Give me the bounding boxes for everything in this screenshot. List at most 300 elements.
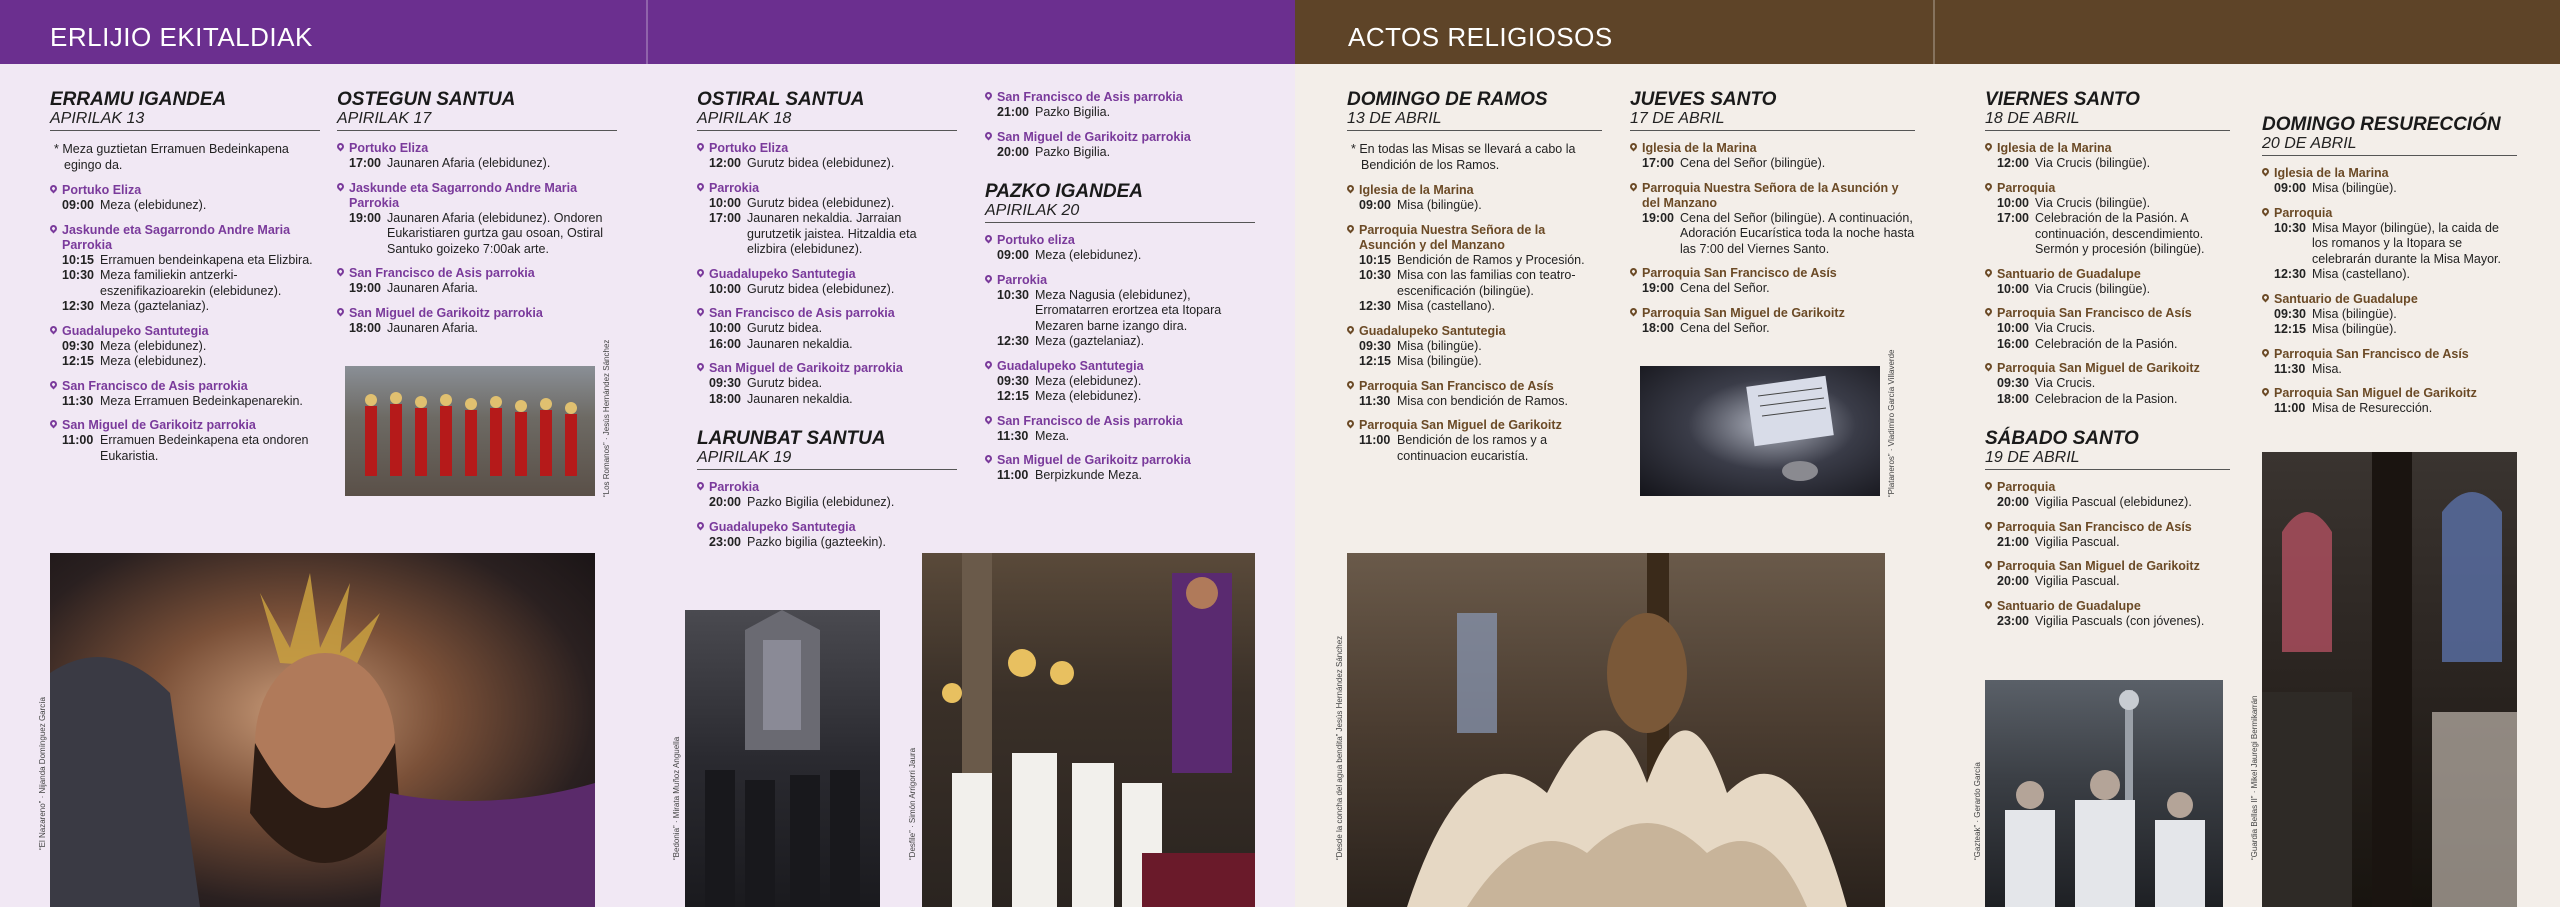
event-desc: Via Crucis (bilingüe). bbox=[2035, 281, 2151, 296]
day-date: APIRILAK 18 bbox=[697, 110, 957, 131]
event-row bbox=[697, 282, 957, 298]
event-row bbox=[1347, 253, 1602, 269]
venue-name: Santuario de Guadalupe bbox=[1985, 599, 2230, 614]
event-row bbox=[1630, 156, 1915, 172]
venue-name: Jaskunde eta Sagarrondo Andre Maria Parrokia bbox=[50, 223, 320, 253]
stained-glass-interior bbox=[2262, 452, 2517, 907]
photo-credit: “Desfile” · Simón Arrigorri Jaura bbox=[908, 747, 917, 860]
event-desc: Pazko Bigilia. bbox=[1035, 105, 1111, 119]
event-time: 12:00 bbox=[1997, 156, 2029, 170]
event-time: 21:00 bbox=[1997, 534, 2029, 549]
event-desc: Gurutz bidea (elebidunez). bbox=[747, 195, 895, 210]
day-date: APIRILAK 17 bbox=[337, 110, 617, 131]
event-desc: Meza (gaztelaniaz). bbox=[1035, 334, 1145, 348]
event-desc: Celebracion de la Pasion. bbox=[2035, 391, 2178, 406]
event-row bbox=[985, 145, 1255, 161]
event-time: 12:30 bbox=[997, 334, 1029, 348]
day-title: ERRAMU IGANDEA bbox=[50, 89, 227, 110]
day-date: APIRILAK 20 bbox=[985, 202, 1255, 223]
column bbox=[337, 90, 617, 336]
venue-name: Parroquia bbox=[1985, 480, 2230, 495]
event-time: 10:00 bbox=[1997, 321, 2029, 335]
day-date: 19 DE ABRIL bbox=[1985, 449, 2230, 470]
venue-name: Parrokia bbox=[985, 273, 1255, 288]
event-time: 09:00 bbox=[1359, 198, 1391, 212]
event-desc: Misa (castellano). bbox=[1397, 299, 1495, 313]
event-desc: Vigilia Pascual. bbox=[2035, 574, 2120, 588]
event-desc: Meza Erramuen Bedeinkapenarekin. bbox=[100, 393, 303, 408]
venue-name: Parroquia San Francisco de Asís bbox=[2262, 347, 2517, 362]
column bbox=[697, 90, 957, 550]
event-time: 12:30 bbox=[1359, 299, 1391, 313]
event-desc: Pazko Bigilia. bbox=[1035, 144, 1111, 159]
event-row bbox=[985, 105, 1255, 121]
event-row bbox=[1985, 495, 2230, 511]
event-time: 10:30 bbox=[62, 268, 94, 282]
event-desc: Jaunaren Afaria (elebidunez). Ondoren Eukaristiaren gurtza gau osoan, Ostiral Santuko goizeko 7:00ak arte. bbox=[387, 210, 604, 256]
guardia-photo bbox=[2262, 452, 2517, 907]
header-title: ERLIJIO EKITALDIAK bbox=[50, 22, 313, 52]
venue-name: San Miguel de Garikoitz parrokia bbox=[50, 418, 320, 433]
event-desc: Misa (bilingüe). bbox=[2312, 181, 2397, 195]
music-sheet bbox=[1640, 366, 1880, 496]
desfile-photo bbox=[922, 553, 1255, 907]
event-time: 09:00 bbox=[62, 198, 94, 212]
event-desc: Misa (bilingüe). bbox=[1397, 338, 1482, 353]
event-desc: Misa (bilingüe). bbox=[1397, 354, 1482, 368]
photo-credit: “Desde la concha del agua bendita” Jesús Hernández Sánchez bbox=[1335, 635, 1344, 860]
venue-name: San Francisco de Asis parrokia bbox=[50, 379, 320, 394]
event-desc: Via Crucis (bilingüe). bbox=[2035, 156, 2151, 170]
event-time: 21:00 bbox=[997, 105, 1029, 119]
event-desc: Berpizkunde Meza. bbox=[1035, 468, 1143, 482]
church-interior bbox=[685, 610, 880, 907]
event-time: 09:30 bbox=[1997, 376, 2029, 390]
venue-name: Parroquia San Francisco de Asís bbox=[1985, 520, 2230, 535]
event-time: 10:00 bbox=[709, 281, 741, 296]
venue-name: Guadalupeko Santutegia bbox=[697, 520, 957, 535]
event-row bbox=[337, 211, 617, 258]
event-time: 10:15 bbox=[62, 252, 94, 267]
event-time: 18:00 bbox=[1642, 320, 1674, 335]
header-title: ACTOS RELIGIOSOS bbox=[1348, 22, 1613, 52]
fold-line bbox=[646, 0, 648, 64]
column bbox=[1630, 90, 1915, 336]
venue-name: Parroquia San Francisco de Asís bbox=[1347, 379, 1602, 394]
event-desc: Gurutz bidea. bbox=[747, 376, 823, 390]
event-time: 18:00 bbox=[1997, 391, 2029, 406]
event-row bbox=[2262, 181, 2517, 197]
section-note bbox=[1347, 141, 1602, 173]
venue-name: Parroquia San Miguel de Garikoitz bbox=[1630, 306, 1915, 321]
event-row bbox=[2262, 362, 2517, 378]
event-time: 12:15 bbox=[1359, 354, 1391, 368]
venue-name: Parroquia San Francisco de Asís bbox=[1630, 266, 1915, 281]
bullet: * bbox=[54, 142, 63, 156]
venue-name: Parroquia Nuestra Señora de la Asunción y del Manzano bbox=[1630, 181, 1915, 211]
event-desc: Jaunaren nekaldia. bbox=[747, 336, 853, 351]
photo-credit: “Plataneros” · Vladimiro García Villaverde bbox=[1887, 349, 1896, 497]
event-row bbox=[697, 156, 957, 172]
column bbox=[2262, 115, 2517, 417]
day-title: JUEVES SANTO bbox=[1630, 89, 1777, 110]
event-row bbox=[50, 433, 320, 464]
venue-name: Parroquia San Miguel de Garikoitz bbox=[2262, 386, 2517, 401]
event-desc: Pazko Bigilia (elebidunez). bbox=[747, 495, 895, 509]
event-desc: Cena del Señor (bilingüe). A continuación, Adoración Eucarística toda la noche hasta las 7:00 del Viernes Santo. bbox=[1680, 210, 1915, 256]
venue-name: San Francisco de Asis parrokia bbox=[985, 414, 1255, 429]
procession-figures bbox=[345, 366, 595, 496]
event-time: 20:00 bbox=[997, 144, 1029, 159]
event-time: 17:00 bbox=[709, 211, 741, 225]
event-time: 10:00 bbox=[1997, 281, 2029, 296]
event-desc: Meza. bbox=[1035, 428, 1070, 443]
venue-name: Parroquia bbox=[2262, 206, 2517, 221]
youth-procession bbox=[1985, 680, 2223, 907]
event-row bbox=[697, 495, 957, 511]
event-row bbox=[985, 468, 1255, 484]
event-time: 09:30 bbox=[997, 373, 1029, 388]
event-row bbox=[2262, 221, 2517, 268]
day-date: 17 DE ABRIL bbox=[1630, 110, 1915, 131]
event-row bbox=[1347, 299, 1602, 315]
day-section bbox=[1985, 429, 2230, 629]
column bbox=[50, 90, 320, 464]
event-desc: Pazko bigilia (gazteekin). bbox=[747, 534, 886, 549]
venue-name: Iglesia de la Marina bbox=[1347, 183, 1602, 198]
venue-name: San Miguel de Garikoitz parrokia bbox=[337, 306, 617, 321]
event-desc: Meza (gaztelaniaz). bbox=[100, 299, 210, 313]
event-desc: Gurutz bidea (elebidunez). bbox=[747, 156, 895, 170]
concha-photo bbox=[1347, 553, 1885, 907]
event-time: 11:30 bbox=[1359, 393, 1391, 408]
photo-credit: “Los Romanos” · Jesús Hernández Sánchez bbox=[602, 339, 611, 497]
event-row bbox=[1985, 574, 2230, 590]
event-time: 11:30 bbox=[62, 393, 94, 408]
event-row bbox=[2262, 401, 2517, 417]
event-desc: Misa con las familias con teatro-escenificación (bilingüe). bbox=[1397, 268, 1576, 298]
venue-name: Guadalupeko Santutegia bbox=[1347, 324, 1602, 339]
venue-name: San Miguel de Garikoitz parrokia bbox=[697, 361, 957, 376]
event-row bbox=[985, 248, 1255, 264]
event-time: 12:15 bbox=[2274, 322, 2306, 336]
event-time: 11:30 bbox=[2274, 361, 2306, 376]
event-desc: Via Crucis. bbox=[2035, 321, 2096, 335]
event-row bbox=[1347, 433, 1602, 464]
event-desc: Via Crucis (bilingüe). bbox=[2035, 195, 2151, 210]
event-desc: Misa con bendición de Ramos. bbox=[1397, 393, 1568, 408]
event-time: 09:30 bbox=[709, 376, 741, 390]
event-row bbox=[50, 354, 320, 370]
event-time: 09:00 bbox=[997, 248, 1029, 262]
event-desc: Gurutz bidea. bbox=[747, 321, 823, 335]
event-desc: Erramuen bendeinkapena eta Elizbira. bbox=[100, 252, 313, 267]
column bbox=[1985, 90, 2230, 629]
venue-name: Parroquia San Miguel de Garikoitz bbox=[1985, 559, 2230, 574]
event-desc: Jaunaren nekaldia. Jarraian gurutzetik jaistea. Hitzaldia eta elizbira (elebidunez). bbox=[747, 211, 917, 256]
romans-procession-photo bbox=[345, 366, 595, 496]
event-desc: Celebración de la Pasión. A continuación, descendimiento. Sermón y procesión (bilingüe). bbox=[2035, 211, 2205, 256]
event-time: 09:00 bbox=[2274, 181, 2306, 195]
event-desc: Cena del Señor (bilingüe). bbox=[1680, 156, 1826, 170]
bedonia-photo bbox=[685, 610, 880, 907]
nazareno-figure bbox=[50, 553, 595, 907]
event-desc: Meza (elebidunez). bbox=[1035, 373, 1142, 388]
event-row bbox=[697, 535, 957, 551]
event-row bbox=[697, 376, 957, 392]
event-time: 11:00 bbox=[2274, 401, 2306, 415]
day-section bbox=[697, 429, 957, 550]
event-desc: Meza (elebidunez). bbox=[1035, 389, 1142, 403]
event-row bbox=[697, 196, 957, 212]
event-time: 20:00 bbox=[1997, 574, 2029, 588]
event-desc: Meza Nagusia (elebidunez), Erromatarren erortzea eta Itopara Mezaren barne izango dira. bbox=[1035, 287, 1222, 333]
event-time: 17:00 bbox=[349, 156, 381, 170]
event-time: 10:30 bbox=[2274, 220, 2306, 235]
event-row bbox=[50, 253, 320, 269]
event-row bbox=[1985, 156, 2230, 172]
venue-name: Jaskunde eta Sagarrondo Andre Maria Parrokia bbox=[337, 181, 617, 211]
day-section bbox=[1347, 90, 1602, 464]
event-time: 12:15 bbox=[997, 389, 1029, 403]
event-row bbox=[2262, 267, 2517, 283]
event-time: 16:00 bbox=[709, 336, 741, 351]
day-title: PAZKO IGANDEA bbox=[985, 181, 1143, 202]
event-time: 10:00 bbox=[709, 321, 741, 335]
venue-name: Santuario de Guadalupe bbox=[1985, 267, 2230, 282]
day-section bbox=[1630, 90, 1915, 336]
event-desc: Misa (bilingüe). bbox=[2312, 306, 2397, 321]
venue-name: Parroquia San Miguel de Garikoitz bbox=[1985, 361, 2230, 376]
event-time: 11:30 bbox=[997, 428, 1029, 443]
event-desc: Gurutz bidea (elebidunez). bbox=[747, 281, 895, 296]
event-row bbox=[50, 198, 320, 214]
event-time: 20:00 bbox=[709, 495, 741, 509]
note-text: En todas las Misas se llevará a cabo la Bendición de los Ramos. bbox=[1359, 142, 1576, 172]
venue-name: Parrokia bbox=[697, 181, 957, 196]
plataneros-photo bbox=[1640, 366, 1880, 496]
event-time: 19:00 bbox=[1642, 281, 1674, 295]
event-row bbox=[1985, 337, 2230, 353]
event-desc: Misa Mayor (bilingüe), la caida de los romanos y la Itopara se celebrarán durante la Misa Mayor. bbox=[2312, 220, 2501, 266]
event-desc: Meza (elebidunez). bbox=[100, 354, 207, 368]
event-desc: Misa (castellano). bbox=[2312, 267, 2410, 281]
bullet: * bbox=[1351, 142, 1360, 156]
event-row bbox=[985, 429, 1255, 445]
photo-credit: “Gazteak” · Gerardo García bbox=[1973, 762, 1982, 860]
day-date: 13 DE ABRIL bbox=[1347, 110, 1602, 131]
event-row bbox=[985, 288, 1255, 335]
event-row bbox=[985, 389, 1255, 405]
spanish-panel bbox=[1295, 0, 2560, 907]
event-time: 19:00 bbox=[349, 281, 381, 295]
event-row bbox=[1985, 614, 2230, 630]
event-row bbox=[1630, 321, 1915, 337]
event-desc: Cena del Señor. bbox=[1680, 281, 1770, 295]
day-title: SÁBADO SANTO bbox=[1985, 428, 2139, 449]
event-row bbox=[337, 321, 617, 337]
event-row bbox=[1985, 321, 2230, 337]
day-section bbox=[985, 182, 1255, 484]
day-title: OSTIRAL SANTUA bbox=[697, 89, 865, 110]
event-time: 11:00 bbox=[62, 433, 94, 447]
event-desc: Jaunaren Afaria. bbox=[387, 320, 479, 335]
event-desc: Bendición de Ramos y Procesión. bbox=[1397, 252, 1585, 267]
day-section bbox=[697, 90, 957, 407]
event-time: 12:30 bbox=[62, 299, 94, 313]
venue-name: Guadalupeko Santutegia bbox=[697, 267, 957, 282]
venue-name: San Francisco de Asis parrokia bbox=[337, 266, 617, 281]
event-time: 09:30 bbox=[1359, 338, 1391, 353]
event-desc: Bendición de los ramos y a continuacion eucaristía. bbox=[1397, 433, 1548, 463]
section-note bbox=[50, 141, 320, 173]
venue-name: Portuko Eliza bbox=[337, 141, 617, 156]
event-time: 10:30 bbox=[997, 287, 1029, 302]
event-desc: Meza (elebidunez). bbox=[1035, 248, 1142, 262]
event-row bbox=[1985, 376, 2230, 392]
event-row bbox=[1985, 196, 2230, 212]
fold-line bbox=[1933, 0, 1935, 64]
event-row bbox=[697, 321, 957, 337]
event-time: 20:00 bbox=[1997, 495, 2029, 509]
day-title: LARUNBAT SANTUA bbox=[697, 428, 886, 449]
shell-crucifix bbox=[1347, 553, 1885, 907]
event-row bbox=[50, 268, 320, 299]
event-time: 23:00 bbox=[709, 534, 741, 549]
event-time: 18:00 bbox=[349, 320, 381, 335]
venue-name: Parrokia bbox=[697, 480, 957, 495]
venue-name: Parroquia San Miguel de Garikoitz bbox=[1347, 418, 1602, 433]
event-desc: Misa (bilingüe). bbox=[1397, 198, 1482, 212]
venue-name: Santuario de Guadalupe bbox=[2262, 292, 2517, 307]
venue-name: Portuko Eliza bbox=[697, 141, 957, 156]
event-row bbox=[697, 211, 957, 258]
event-time: 19:00 bbox=[1642, 210, 1674, 225]
day-section bbox=[50, 90, 320, 464]
day-section bbox=[985, 90, 1255, 160]
event-row bbox=[1347, 339, 1602, 355]
event-time: 12:30 bbox=[2274, 267, 2306, 281]
event-desc: Vigilia Pascual (elebidunez). bbox=[2035, 495, 2192, 509]
event-time: 12:15 bbox=[62, 354, 94, 368]
photo-credit: “Bedonia” · Mirata Muñoz Anguella bbox=[672, 736, 681, 860]
event-time: 19:00 bbox=[349, 210, 381, 225]
event-time: 18:00 bbox=[709, 391, 741, 406]
event-row bbox=[1985, 211, 2230, 258]
venue-name: San Miguel de Garikoitz parrokia bbox=[985, 453, 1255, 468]
venue-name: Parroquia San Francisco de Asís bbox=[1985, 306, 2230, 321]
event-row bbox=[1347, 394, 1602, 410]
event-row bbox=[1347, 268, 1602, 299]
event-row bbox=[50, 299, 320, 315]
day-date: 20 DE ABRIL bbox=[2262, 135, 2517, 156]
event-time: 16:00 bbox=[1997, 336, 2029, 351]
event-row bbox=[985, 374, 1255, 390]
event-row bbox=[2262, 322, 2517, 338]
photo-credit: “El Nazareno” · Nijanda Domínguez García bbox=[38, 697, 47, 850]
event-time: 10:30 bbox=[1359, 268, 1391, 282]
venue-name: Parroquia Nuestra Señora de la Asunción y del Manzano bbox=[1347, 223, 1602, 253]
event-row bbox=[1985, 282, 2230, 298]
event-time: 10:00 bbox=[1997, 195, 2029, 210]
venue-name: Guadalupeko Santutegia bbox=[985, 359, 1255, 374]
event-row bbox=[50, 339, 320, 355]
event-row bbox=[1985, 392, 2230, 408]
day-date: 18 DE ABRIL bbox=[1985, 110, 2230, 131]
event-row bbox=[1630, 281, 1915, 297]
note-text: Meza guztietan Erramuen Bedeinkapena egingo da. bbox=[62, 142, 289, 172]
day-title: DOMINGO DE RAMOS bbox=[1347, 89, 1548, 110]
event-desc: Jaunaren Afaria (elebidunez). bbox=[387, 156, 551, 170]
event-desc: Misa. bbox=[2312, 361, 2342, 376]
event-time: 09:30 bbox=[62, 338, 94, 353]
event-row bbox=[1630, 211, 1915, 258]
event-desc: Erramuen Bedeinkapena eta ondoren Eukaristia. bbox=[100, 433, 309, 463]
event-time: 10:00 bbox=[709, 195, 741, 210]
day-date: APIRILAK 13 bbox=[50, 110, 320, 131]
venue-name: Iglesia de la Marina bbox=[1630, 141, 1915, 156]
event-desc: Meza (elebidunez). bbox=[100, 198, 207, 212]
day-title: DOMINGO RESURECCIÓN bbox=[2262, 114, 2501, 135]
event-desc: Via Crucis. bbox=[2035, 376, 2096, 390]
event-desc: Misa (bilingüe). bbox=[2312, 322, 2397, 336]
day-date: APIRILAK 19 bbox=[697, 449, 957, 470]
event-desc: Vigilia Pascual. bbox=[2035, 534, 2120, 549]
column bbox=[985, 90, 1255, 484]
venue-name: Portuko eliza bbox=[985, 233, 1255, 248]
event-time: 17:00 bbox=[1642, 156, 1674, 170]
venue-name: Iglesia de la Marina bbox=[1985, 141, 2230, 156]
event-desc: Meza (elebidunez). bbox=[100, 338, 207, 353]
event-row bbox=[1985, 535, 2230, 551]
venue-name: Guadalupeko Santutegia bbox=[50, 324, 320, 339]
event-row bbox=[985, 334, 1255, 350]
photo-credit: “Guardia Bellas II” · Mikel Jauregi Bermikarrán bbox=[2250, 695, 2259, 860]
event-row bbox=[1347, 354, 1602, 370]
venue-name: Portuko Eliza bbox=[50, 183, 320, 198]
day-section bbox=[2262, 115, 2517, 417]
event-desc: Meza familiekin antzerki-eszenifikazioarekin (elebidunez). bbox=[100, 268, 282, 298]
venue-name: Parroquia bbox=[1985, 181, 2230, 196]
event-row bbox=[337, 156, 617, 172]
event-time: 10:15 bbox=[1359, 252, 1391, 267]
event-desc: Cena del Señor. bbox=[1680, 320, 1770, 335]
venue-name: Iglesia de la Marina bbox=[2262, 166, 2517, 181]
day-title: VIERNES SANTO bbox=[1985, 89, 2140, 110]
day-section bbox=[337, 90, 617, 336]
event-row bbox=[1347, 198, 1602, 214]
event-row bbox=[697, 392, 957, 408]
event-time: 23:00 bbox=[1997, 613, 2029, 628]
gazteak-photo bbox=[1985, 680, 2223, 907]
venue-name: San Miguel de Garikoitz parrokia bbox=[985, 130, 1255, 145]
event-time: 11:00 bbox=[997, 468, 1029, 482]
event-time: 11:00 bbox=[1359, 433, 1391, 447]
event-row bbox=[2262, 307, 2517, 323]
event-time: 09:30 bbox=[2274, 306, 2306, 321]
venue-name: San Francisco de Asis parrokia bbox=[697, 306, 957, 321]
nazareno-photo bbox=[50, 553, 595, 907]
event-desc: Misa de Resurección. bbox=[2312, 401, 2433, 415]
event-time: 12:00 bbox=[709, 156, 741, 170]
event-row bbox=[337, 281, 617, 297]
day-title: OSTEGUN SANTUA bbox=[337, 89, 516, 110]
event-row bbox=[697, 337, 957, 353]
venue-name: San Francisco de Asis parrokia bbox=[985, 90, 1255, 105]
event-desc: Celebración de la Pasión. bbox=[2035, 336, 2178, 351]
event-desc: Jaunaren Afaria. bbox=[387, 281, 479, 295]
procession-scene bbox=[922, 553, 1255, 907]
